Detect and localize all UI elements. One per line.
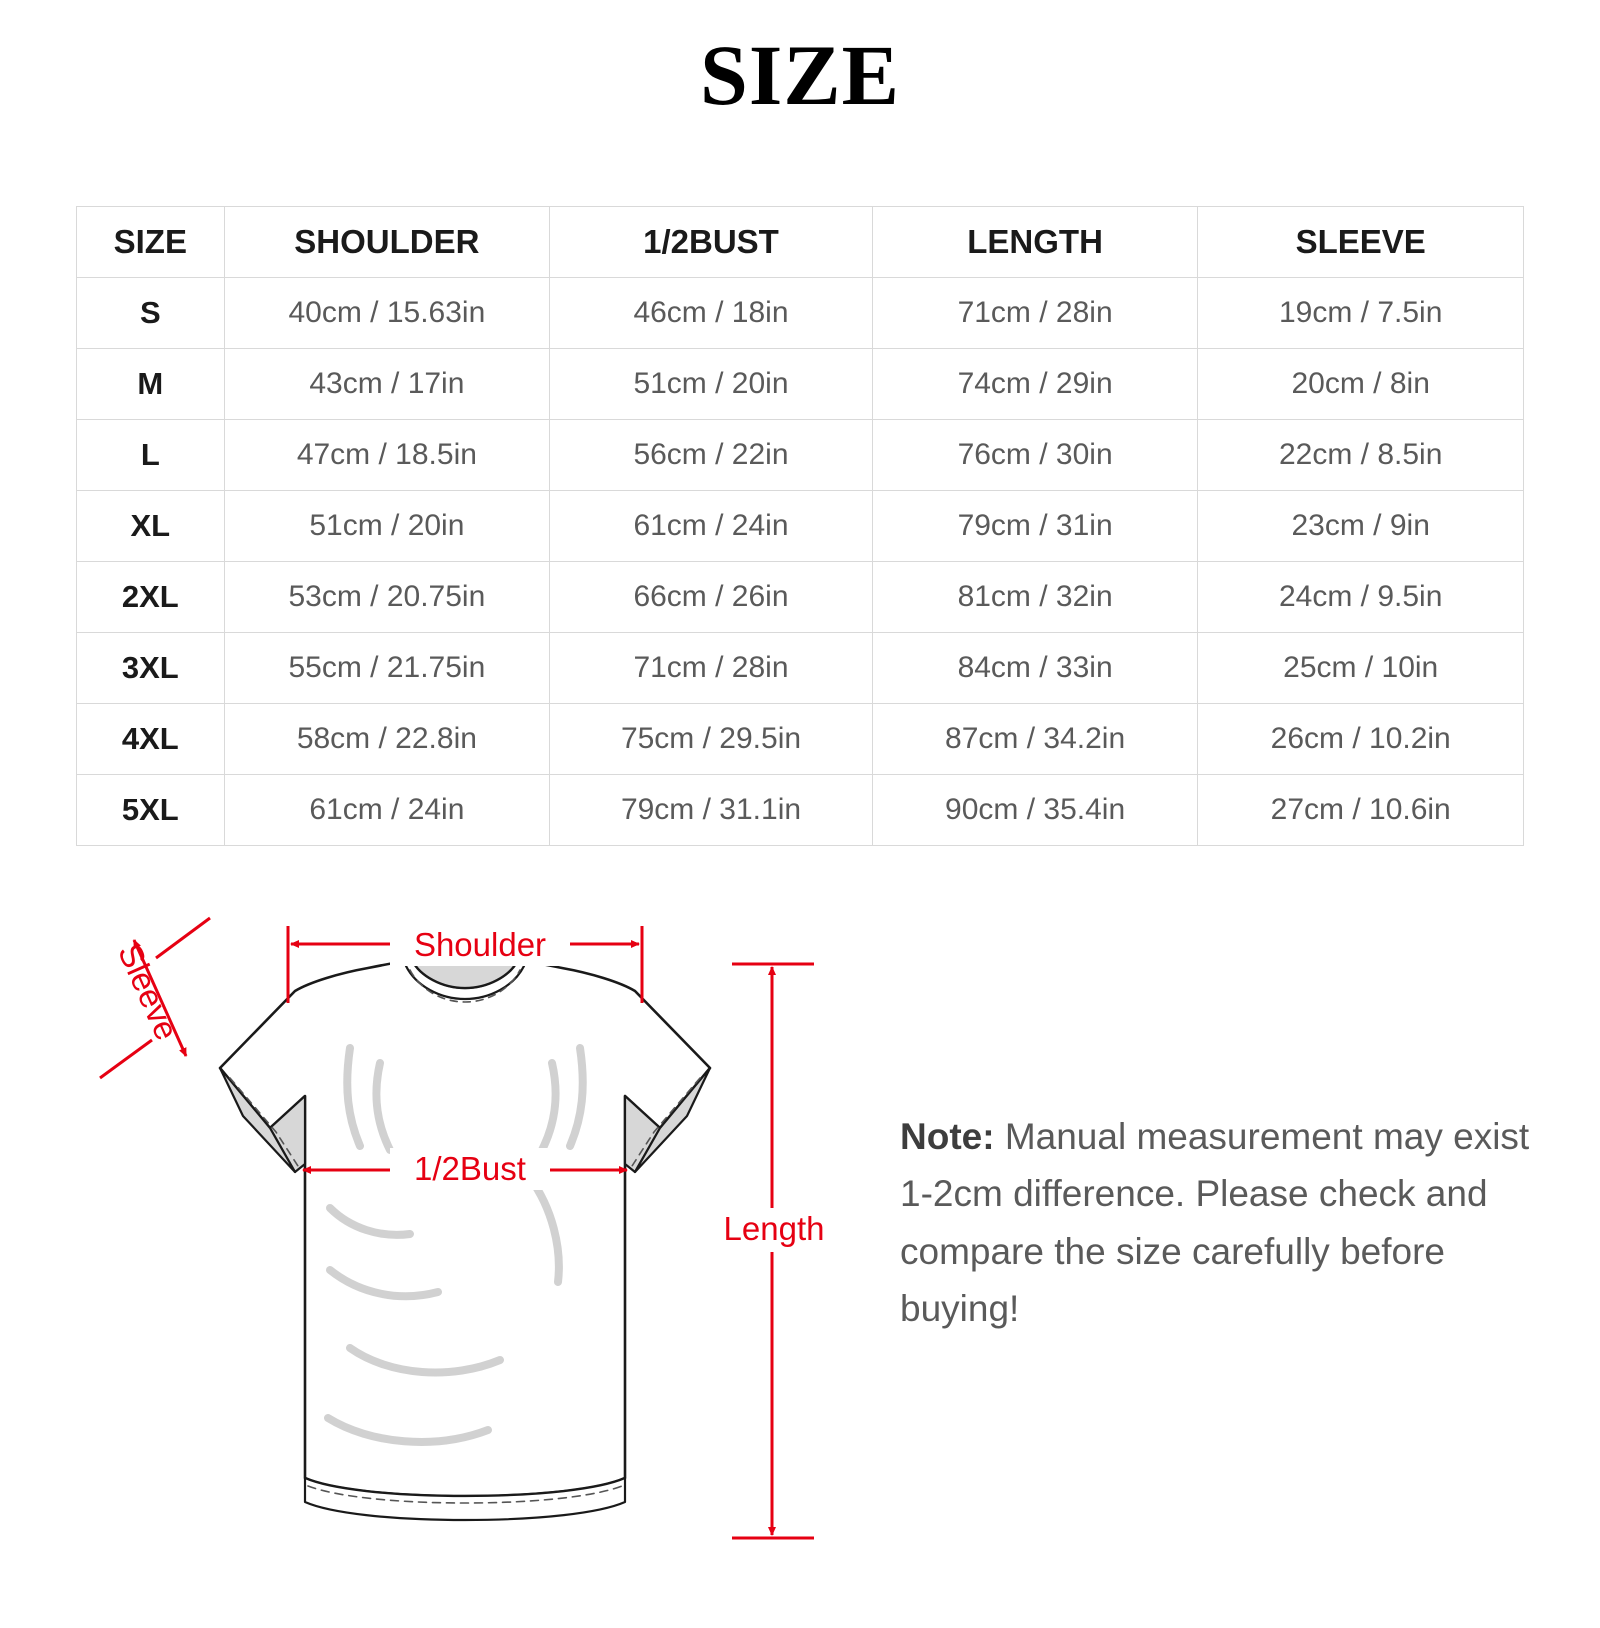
table-row — [77, 633, 1524, 704]
table-row — [77, 420, 1524, 491]
cell-bust: 61cm / 24in — [550, 491, 873, 562]
cell-bust: 71cm / 28in — [550, 633, 873, 704]
cell-bust: 79cm / 31.1in — [550, 775, 873, 846]
cell-length: 74cm / 29in — [872, 349, 1198, 420]
measurement-note — [900, 1108, 1540, 1337]
cell-shoulder: 40cm / 15.63in — [224, 278, 550, 349]
cell-size: 3XL — [77, 633, 225, 704]
cell-length: 84cm / 33in — [872, 633, 1198, 704]
table-row — [77, 278, 1524, 349]
cell-length: 90cm / 35.4in — [872, 775, 1198, 846]
cell-length: 76cm / 30in — [872, 420, 1198, 491]
cell-sleeve: 19cm / 7.5in — [1198, 278, 1524, 349]
table-row — [77, 704, 1524, 775]
cell-length: 87cm / 34.2in — [872, 704, 1198, 775]
shoulder-label: Shoulder — [413, 926, 547, 963]
column-header-bust: 1/2BUST — [550, 207, 873, 278]
cell-shoulder: 43cm / 17in — [224, 349, 550, 420]
cell-size: L — [77, 420, 225, 491]
cell-size: S — [77, 278, 225, 349]
cell-sleeve: 25cm / 10in — [1198, 633, 1524, 704]
bust-label: 1/2Bust — [414, 1150, 526, 1187]
cell-shoulder: 47cm / 18.5in — [224, 420, 550, 491]
cell-sleeve: 22cm / 8.5in — [1198, 420, 1524, 491]
size-chart-table — [76, 206, 1524, 846]
cell-bust: 66cm / 26in — [550, 562, 873, 633]
column-header-size: SIZE — [77, 207, 225, 278]
table-row — [77, 775, 1524, 846]
sleeve-label: Sleeve — [111, 938, 186, 1046]
cell-size: M — [77, 349, 225, 420]
cell-shoulder: 55cm / 21.75in — [224, 633, 550, 704]
table-row — [77, 562, 1524, 633]
table-header-row — [77, 207, 1524, 278]
cell-size: 2XL — [77, 562, 225, 633]
cell-size: XL — [77, 491, 225, 562]
cell-size: 5XL — [77, 775, 225, 846]
cell-shoulder: 53cm / 20.75in — [224, 562, 550, 633]
cell-shoulder: 61cm / 24in — [224, 775, 550, 846]
table-row — [77, 349, 1524, 420]
cell-sleeve: 23cm / 9in — [1198, 491, 1524, 562]
length-label: Length — [723, 1210, 825, 1247]
column-header-sleeve: SLEEVE — [1198, 207, 1524, 278]
column-header-shoulder: SHOULDER — [224, 207, 550, 278]
cell-sleeve: 26cm / 10.2in — [1198, 704, 1524, 775]
cell-sleeve: 20cm / 8in — [1198, 349, 1524, 420]
cell-size: 4XL — [77, 704, 225, 775]
page-title: SIZE — [699, 27, 901, 123]
column-header-length: LENGTH — [872, 207, 1198, 278]
cell-sleeve: 27cm / 10.6in — [1198, 775, 1524, 846]
cell-length: 71cm / 28in — [872, 278, 1198, 349]
size-chart-table-wrapper — [76, 206, 1524, 846]
cell-shoulder: 51cm / 20in — [224, 491, 550, 562]
note-text: Manual measurement may exist 1-2cm difference. Please check and compare the size carefully before buying! — [900, 1116, 1530, 1330]
cell-bust: 75cm / 29.5in — [550, 704, 873, 775]
cell-bust: 46cm / 18in — [550, 278, 873, 349]
note-label: Note: — [900, 1116, 995, 1157]
cell-bust: 56cm / 22in — [550, 420, 873, 491]
table-row — [77, 491, 1524, 562]
cell-length: 81cm / 32in — [872, 562, 1198, 633]
cell-length: 79cm / 31in — [872, 491, 1198, 562]
measurement-diagram — [60, 878, 870, 1578]
cell-shoulder: 58cm / 22.8in — [224, 704, 550, 775]
cell-bust: 51cm / 20in — [550, 349, 873, 420]
cell-sleeve: 24cm / 9.5in — [1198, 562, 1524, 633]
